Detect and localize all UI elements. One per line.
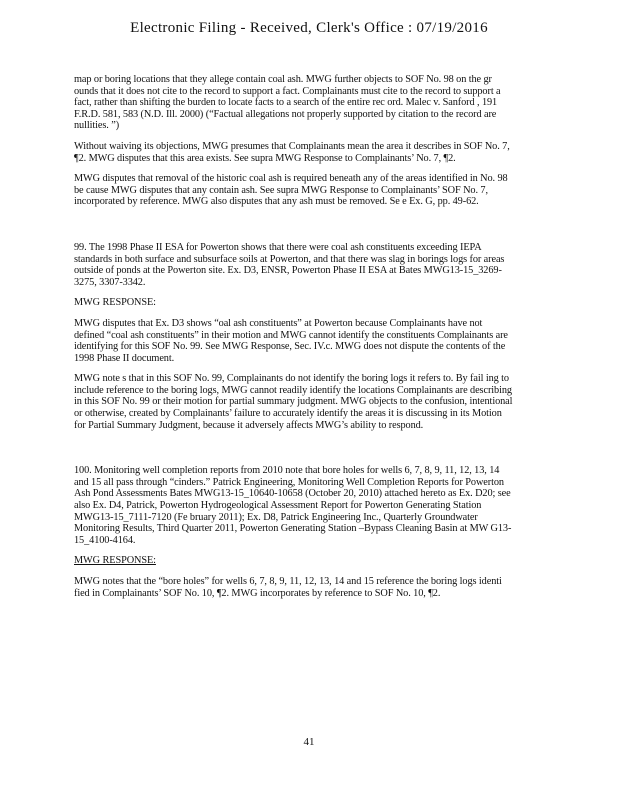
page-number: 41: [303, 736, 315, 748]
paragraph-response-100: MWG notes that the “bore holes” for wells 6, 7, 8, 9, 11, 12, 13, 14 and 15 reference the boring logs identi fied in Complainants’ SOF No. 10, ¶2. MWG incorporates by reference to SOF No. 10, ¶2.: [74, 576, 502, 599]
paragraph-response-99-b: MWG note s that in this SOF No. 99, Complainants do not identify the boring logs it refers to. By fail ing to include reference to the boring logs, MWG cannot readily identify the locations Complainants are describing in this SOF No. 99 or their motion for partial summary judgment. MWG objects to the confusion, intentional or otherwise, created by Complainants’ failure to accurately identify the areas it is discussing in its Motion for Partial Summary Judgment, because it adversely affects MWG’s ability to respond.: [74, 373, 513, 431]
response-heading-99: MWG RESPONSE:: [74, 297, 156, 309]
paragraph-response-99-a: MWG disputes that Ex. D3 shows “oal ash constituents” at Powerton because Complainants have not defined “coal ash constituents” in their motion and MWG cannot identify the constituents Complainants are identifying for this SOF No. 99. See MWG Response, Sec. IV.c. MWG does not dispute the contents of the 1998 Phase II document.: [74, 317, 508, 364]
paragraph-presumption: Without waiving its objections, MWG presumes that Complainants mean the area it describes in SOF No. 7, ¶2. MWG disputes that this area exists. See supra MWG Response to Complainants’ No. 7, ¶2.: [74, 140, 510, 164]
filing-header: Electronic Filing - Received, Clerk's Office : 07/19/2016: [130, 20, 488, 36]
paragraph-dispute-removal: MWG disputes that removal of the historic coal ash is required beneath any of the areas identified in No. 98 be cause MWG disputes that any contain ash. See supra MWG Response to Complainants’ SOF No. 7, incorporated by reference. MWG also disputes that any ash must be removed. Se e Ex. G, pp. 49-62.: [74, 173, 508, 208]
paragraph-sof-99: 99. The 1998 Phase II ESA for Powerton shows that there were coal ash constituents exceeding IEPA standards in both surface and subsurface soils at Powerton, and that there was slag in borings logs for areas outside of ponds at the Powerton site. Ex. D3, ENSR, Powerton Phase II ESA at Bates MWG13-15_3269-3275, 3307-3342.: [74, 241, 505, 288]
response-heading-100: MWG RESPONSE:: [74, 555, 156, 567]
paragraph-objection-continued: map or boring locations that they allege contain coal ash. MWG further objects to SOF No. 98 on the gr ounds that it does not cite to the record to support a fact. Complainants must cite to the record to support a fact, rather than shifting the burden to locate facts to a search of the entire rec ord. Malec v. Sanford , 191 F.R.D. 581, 583 (N.D. Ill. 2000) (“Factual allegations not properly supported by citation to the record are nullities. ”): [74, 74, 501, 132]
document-body: [74, 74, 514, 608]
paragraph-sof-100: 100. Monitoring well completion reports from 2010 note that bore holes for wells 6, 7, 8, 9, 11, 12, 13, 14 and 15 all pass through “cinders.” Patrick Engineering, Monitoring Well Completion Reports for Powerton Ash Pond Assessments Bates MWG13-15_10640-10658 (October 20, 2010) attached hereto as Ex. D20; see also Ex. D4, Patrick, Powerton Hydrogeological Assessment Report for Powerton Generating Station MWG13-15_7111-7120 (Fe bruary 2011); Ex. D8, Patrick Engineering Inc., Quarterly Groundwater Monitoring Results, Third Quarter 2011, Powerton Generating Station –Bypass Cleaning Basin at MW G13-15_4100-4164.: [74, 465, 512, 546]
